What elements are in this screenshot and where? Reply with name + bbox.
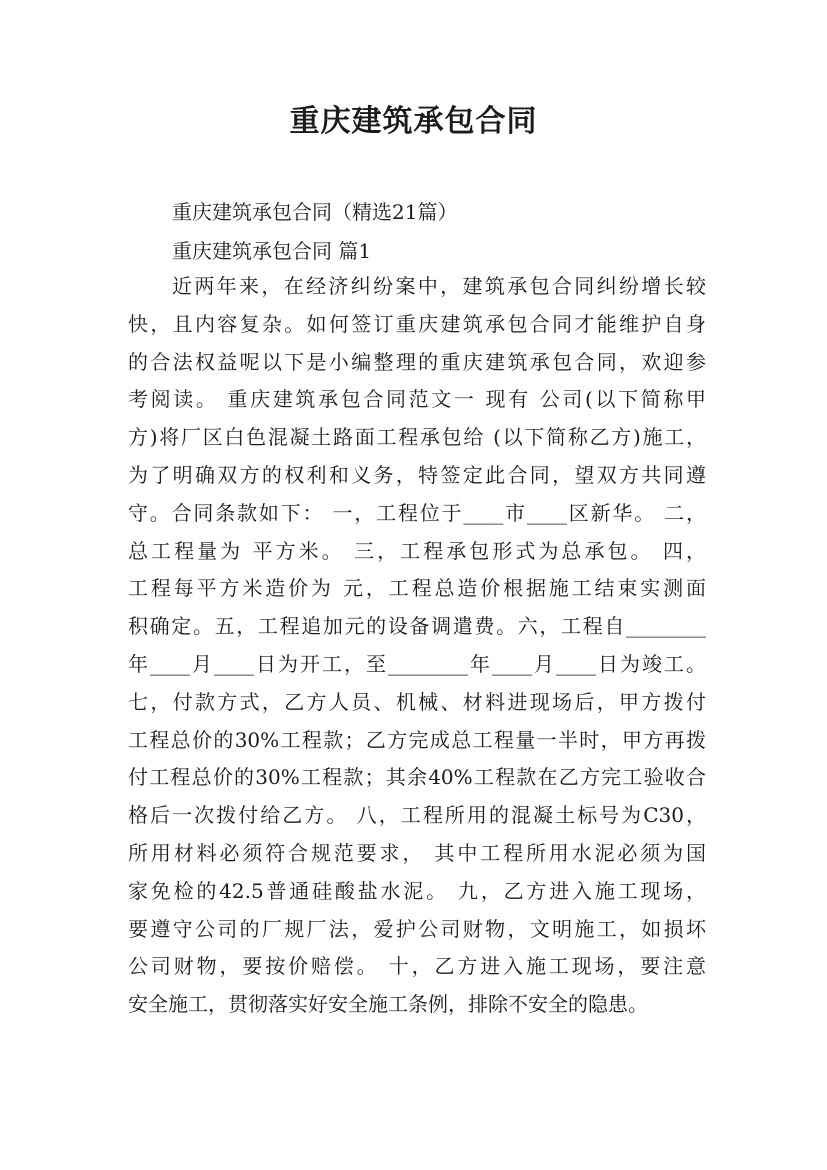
body-line: 工程总价的30%工程款；乙方完成总工程量一半时，甲方再拨 xyxy=(128,727,706,752)
body-line: 公司财物，要按价赔偿。 十，乙方进入施工现场，要注意 xyxy=(128,954,706,979)
body-line: 为了明确双方的权利和义务，特签定此合同，望双方共同遵 xyxy=(128,462,706,487)
document-subtitle: 重庆建筑承包合同（精选21篇） xyxy=(172,200,458,224)
section-heading: 重庆建筑承包合同 篇1 xyxy=(172,239,372,263)
body-paragraph xyxy=(128,268,706,1024)
body-line: 总工程量为 平方米。 三，工程承包形式为总承包。 四， xyxy=(128,538,706,563)
body-line: 安全施工，贯彻落实好安全施工条例，排除不安全的隐患。 xyxy=(128,992,648,1017)
body-line: 近两年来，在经济纠纷案中，建筑承包合同纠纷增长较 xyxy=(172,274,706,298)
body-line: 格后一次拨付给乙方。 八，工程所用的混凝土标号为C30， xyxy=(128,803,706,828)
body-line: 工程每平方米造价为 元，工程总造价根据施工结束实测面 xyxy=(128,576,706,601)
body-line: 考阅读。 重庆建筑承包合同范文一 现有 公司(以下简称甲 xyxy=(128,387,706,412)
body-line: 方)将厂区白色混凝土路面工程承包给 (以下简称乙方)施工， xyxy=(128,425,706,450)
body-line: 家免检的42.5普通硅酸盐水泥。 九，乙方进入施工现场， xyxy=(128,878,706,903)
body-line: 所用材料必须符合规范要求， 其中工程所用水泥必须为国 xyxy=(128,840,706,865)
body-line: 积确定。五，工程追加元的设备调遣费。六，工程自________ xyxy=(128,614,706,639)
body-line: 快，且内容复杂。如何签订重庆建筑承包合同才能维护自身 xyxy=(128,311,706,336)
document-title: 重庆建筑承包合同 xyxy=(289,104,538,139)
body-line: 守。合同条款如下： 一，工程位于____市____区新华。 二， xyxy=(128,500,706,525)
body-line: 要遵守公司的厂规厂法，爱护公司财物，文明施工，如损坏 xyxy=(128,916,706,941)
body-line: 七，付款方式，乙方人员、机械、材料进现场后，甲方拨付 xyxy=(128,689,706,714)
body-line: 的合法权益呢以下是小编整理的重庆建筑承包合同，欢迎参 xyxy=(128,349,706,374)
body-line: 年____月____日为开工，至________年____月____日为竣工。 xyxy=(128,651,706,676)
body-line: 付工程总价的30%工程款；其余40%工程款在乙方完工验收合 xyxy=(128,765,706,790)
